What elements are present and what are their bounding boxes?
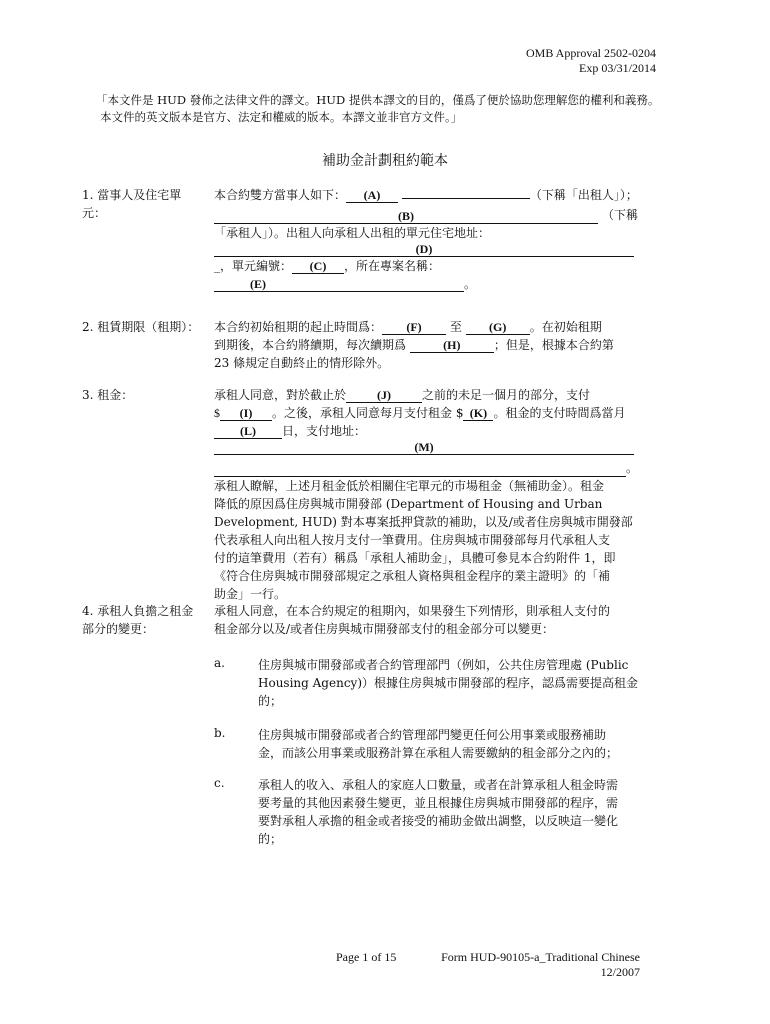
s3-paragraph-2: 承租人瞭解，上述月租金低於相關住宅單元的市場租金（無補助金）。租金 降低的原因爲住房與城市開發部 (Department of Housing and Urban Development, HUD) 對本專案抵押貸款的補助，以及/或者住房與城市開發部 代表承租人向出租人按月支付一筆費用。住房與城市開發部每月代承租人支 付的這筆費用（若有）稱爲「承租人補助金」，具體可參見本合約附件 1，即 《符合住房與城市開發部規定之承租人資格與租金程序的業主證明》的「補 助金」一行。 <box>214 479 633 601</box>
s2-line-1: 本合約初始租期的起止時間爲： (F) 至 (G) 。在初始租期 <box>214 320 602 334</box>
translation-disclaimer <box>96 92 676 126</box>
item-c-letter: c. <box>214 776 225 790</box>
form-date: 12/2007 <box>600 965 640 979</box>
field-i[interactable]: (I) <box>220 406 272 421</box>
disclaimer-line-2: 本文件的英文版本是官方、法定和權威的版本。本譯文並非官方文件。」 <box>100 110 463 124</box>
s2-line-2: 到期後，本合約將續期，每次續期爲 (H) ；但是，根據本合約第 <box>214 338 614 352</box>
form-id <box>441 950 640 980</box>
field-k[interactable]: (K) <box>463 406 493 421</box>
item-b-text: 住房與城市開發部或者合約管理部門變更任何公用事業或服務補助 金，而該公用事業或服務計算在承租人需要繳納的租金部分之內的； <box>258 728 619 760</box>
field-m-cont[interactable] <box>214 466 626 477</box>
s3-line-5: 。 <box>214 459 638 477</box>
field-h[interactable]: (H) <box>410 338 494 353</box>
section-3-body <box>214 386 638 603</box>
section-1-label: 1. 當事人及住宅單元： <box>82 188 182 220</box>
section-3-label: 3. 租金： <box>82 388 134 402</box>
omb-approval <box>526 46 656 76</box>
item-b-letter: b. <box>214 726 226 740</box>
s1-line-2: (B) （下稱 <box>214 206 638 224</box>
omb-number: OMB Approval 2502-0204 <box>526 46 656 60</box>
field-g[interactable]: (G) <box>466 320 530 335</box>
field-d[interactable]: (D) <box>214 242 634 257</box>
section-1-body <box>214 186 638 293</box>
section-4-intro: 承租人同意，在本合約規定的租期內，如果發生下列情形，則承租人支付的 租金部分以及/或者住房與城市開發部支付的租金部分可以變更： <box>214 604 611 636</box>
field-b[interactable]: (B) <box>214 209 598 224</box>
disclaimer-line-1: 「本文件是 HUD 發佈之法律文件的譯文。HUD 提供本譯文的目的，僅爲了便於協助您理解您的權利和義務。 <box>96 93 660 107</box>
item-a-letter: a. <box>214 656 225 670</box>
field-j[interactable]: (J) <box>346 388 422 403</box>
s3-line-2: $ (I) 。之後，承租人同意每月支付租金 $ (K) 。租金的支付時間爲當月 <box>214 406 626 420</box>
item-a-text: 住房與城市開發部或者合約管理部門（例如，公共住房管理處 (Public Housing Agency)）根據住房與城市開發部的程序，認爲需要提高租金 的； <box>258 658 639 708</box>
s1-line-3: 「承租人」）。出租人向承租人出租的單元住宅地址： <box>214 226 491 240</box>
section-4-label: 4. 承租人負擔之租金部分的變更： <box>82 604 194 636</box>
item-c-text: 承租人的收入、承租人的家庭人口數量，或者在計算承租人租金時需 要考量的其他因素發生變更，並且根據住房與城市開發部的程序，需 要對承租人承擔的租金或者接受的補助金做出調整，以反映這一變化 的； <box>258 778 619 846</box>
section-2-label: 2. 租賃期限（租期）： <box>82 320 200 334</box>
s3-line-1: 承租人同意，對於截止於 (J) 之前的未足一個月的部分，支付 <box>214 388 591 402</box>
omb-expiration: Exp 03/31/2014 <box>579 61 656 75</box>
s1-line-6: (E) 。 <box>214 275 638 293</box>
field-m[interactable]: (M) <box>214 440 634 455</box>
s3-line-3: (L) 日，支付地址： <box>214 422 638 440</box>
field-c[interactable]: (C) <box>292 259 344 274</box>
field-a[interactable]: (A) <box>346 188 398 203</box>
field-l[interactable]: (L) <box>214 424 282 439</box>
s1-line-1: 本合約雙方當事人如下： (A) （下稱「出租人」）； <box>214 188 638 202</box>
s1-line-5: _，單元編號： (C) ，所在專案名稱： <box>214 259 441 273</box>
page-number: Page 1 of 15 <box>336 950 397 964</box>
field-e[interactable]: (E) <box>214 277 464 292</box>
s2-line-3: 23 條規定自動終止的情形除外。 <box>214 356 390 370</box>
field-f[interactable]: (F) <box>382 320 446 335</box>
document-title: 補助金計劃租約範本 <box>322 153 448 169</box>
section-2-body <box>214 318 638 372</box>
field-a-cont[interactable] <box>402 198 530 199</box>
form-name: Form HUD-90105-a_Traditional Chinese <box>441 950 640 964</box>
